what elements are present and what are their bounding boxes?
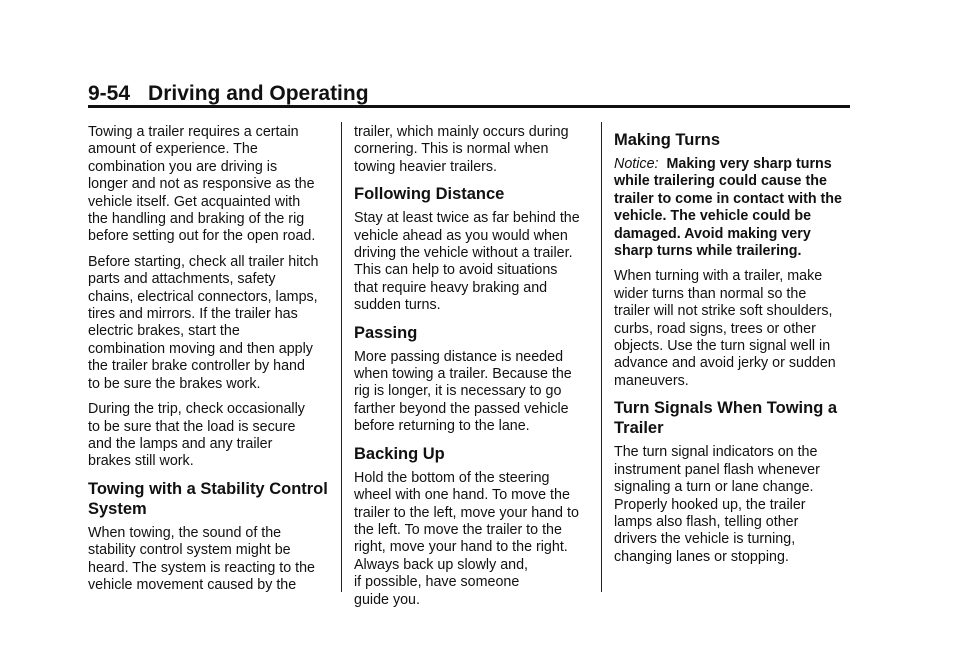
- backing-paragraph: Hold the bottom of the steering wheel with one hand. To move the trailer to the left, move your hand to the left. To move the trailer to the right, move your hand to the right. Always back up slowly and, if possible, have someone guide you.: [354, 469, 579, 608]
- column-2: [354, 124, 592, 617]
- page-header: [88, 82, 369, 106]
- during-trip-paragraph: During the trip, check occasionally to be sure that the load is secure and the lamps and any trailer brakes still work.: [88, 401, 305, 470]
- notice-block: [614, 156, 860, 260]
- intro-paragraph: Towing a trailer requires a certain amount of experience. The combination you are driving is longer and not as responsive as the vehicle itself. Get acquainted with the handling and braking of the rig before setting out for the open road.: [88, 124, 316, 245]
- stability-paragraph-cont: trailer, which mainly occurs during cornering. This is normal when towing heavier trailers.: [354, 124, 569, 175]
- page-number: 9-54: [88, 82, 131, 105]
- notice-label: Notice:: [614, 156, 659, 172]
- column-3: [614, 124, 860, 574]
- heading-following-distance: Following Distance: [354, 185, 505, 204]
- heading-stability-control: Towing with a Stability Control System: [88, 479, 328, 518]
- turn-signals-paragraph: The turn signal indicators on the instrument panel flash whenever signaling a turn or lane change. Properly hooked up, the trailer lamps also flash, telling other drivers the vehicle is turning, changing lanes or stopping.: [614, 444, 820, 565]
- heading-passing: Passing: [354, 323, 418, 342]
- column-divider-1: [341, 122, 342, 592]
- passing-paragraph: More passing distance is needed when towing a trailer. Because the rig is longer, it is necessary to go farther beyond the passed vehicle before returning to the lane.: [354, 348, 572, 435]
- section-title: Driving and Operating: [148, 82, 369, 105]
- column-divider-2: [601, 122, 602, 592]
- heading-turn-signals: Turn Signals When Towing a Trailer: [614, 399, 838, 438]
- before-starting-paragraph: Before starting, check all trailer hitch parts and attachments, safety chains, electrical connectors, lamps, tires and mirrors. If the trailer has electric brakes, start the combination moving and then apply the trailer brake controller by hand to be sure the brakes work.: [88, 253, 319, 392]
- column-1: [88, 124, 340, 602]
- turning-paragraph: When turning with a trailer, make wider turns than normal so the trailer will not strike soft shoulders, curbs, road signs, trees or other objects. Use the turn signal well in advance and avoid jerky or sudden maneuvers.: [614, 268, 836, 389]
- heading-backing-up: Backing Up: [354, 444, 445, 463]
- stability-paragraph: When towing, the sound of the stability control system might be heard. The system is reacting to the vehicle movement caused by the: [88, 524, 316, 593]
- header-rule: [88, 105, 850, 108]
- heading-making-turns: Making Turns: [614, 131, 721, 149]
- notice-text: Making very sharp turns while trailering could cause the trailer to come in contact with the vehicle. The vehicle could be damaged. Avoid making very sharp turns while trailering.: [614, 156, 842, 260]
- following-paragraph: Stay at least twice as far behind the vehicle ahead as you would when driving the vehicle without a trailer. This can help to avoid situations that require heavy braking and sudden turns.: [354, 210, 580, 314]
